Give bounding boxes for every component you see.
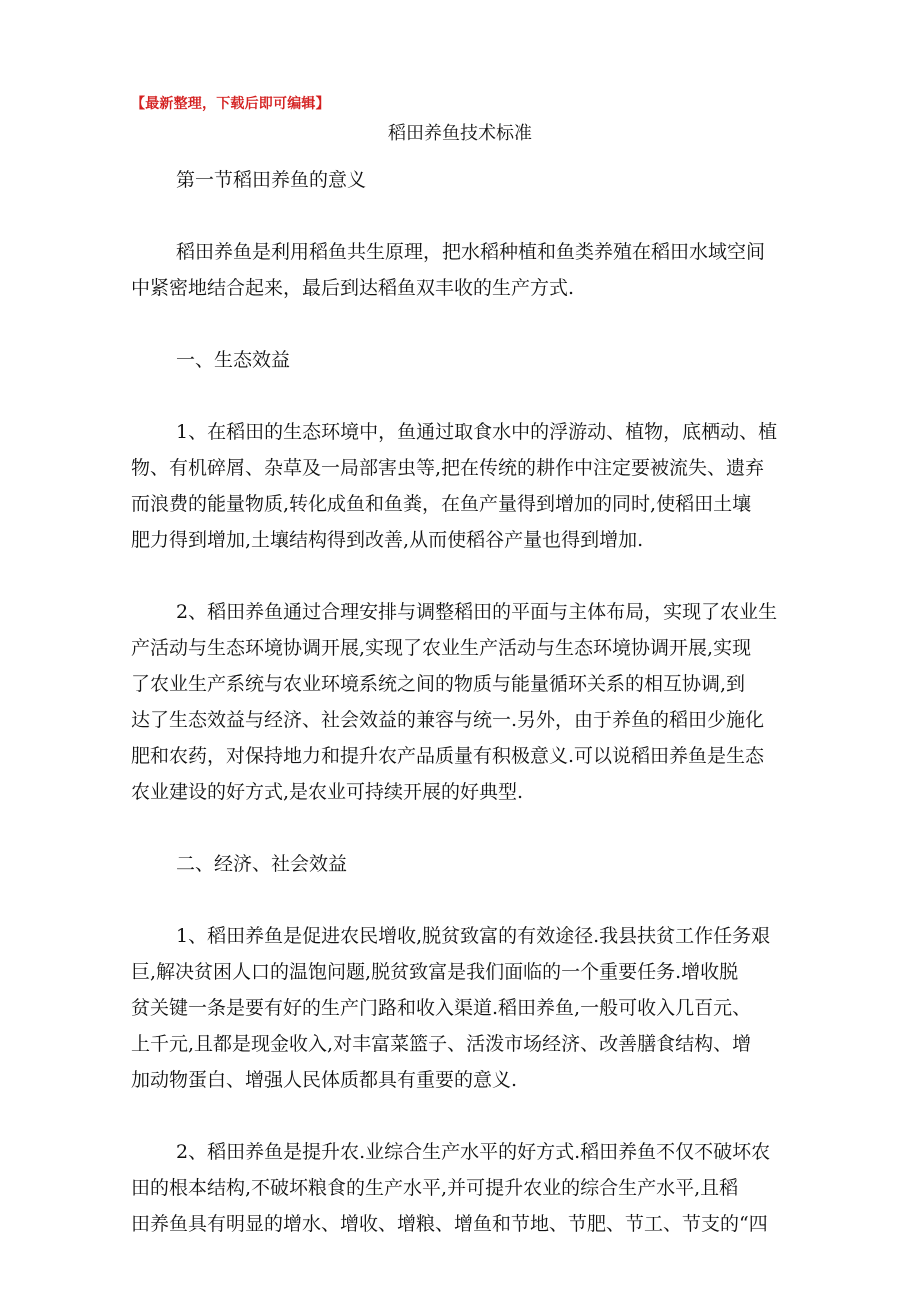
- paragraph-ecological-1: [131, 414, 803, 558]
- paragraph-line: 产活动与生态环境协调开展,实现了农业生产活动与生态环境协调开展,实现: [131, 637, 752, 659]
- section-heading: 第一节稻田养鱼的意义: [176, 169, 367, 191]
- paragraph-economic-1: [131, 918, 803, 1098]
- paragraph-line: 巨,解决贫困人口的温饱问题,脱贫致富是我们面临的一个重要任务.增收脱: [131, 961, 739, 983]
- paragraph-gap: [131, 558, 803, 594]
- paragraph-line: 加动物蛋白、增强人民体质都具有重要的意义.: [131, 1069, 518, 1091]
- paragraph-line: 田养鱼具有明显的增水、增收、增粮、增鱼和节地、节肥、节工、节支的“四: [131, 1213, 768, 1235]
- paragraph-line: 田的根本结构,不破坏粮食的生产水平,并可提升农业的综合生产水平,且稻: [131, 1177, 739, 1199]
- paragraph-economic-2: [131, 1134, 803, 1242]
- paragraph-line: 贫关键一条是要有好的生产门路和收入渠道.稻田养鱼,一般可收入几百元、: [131, 997, 752, 1019]
- paragraph-line: 达了生态效益与经济、社会效益的兼容与统一.另外，由于养鱼的稻田少施化: [131, 709, 765, 731]
- paragraph-gap: [131, 882, 803, 918]
- subheading-economic-social: 二、经济、社会效益: [176, 853, 348, 875]
- promo-banner: 【最新整理，下载后即可编辑】: [131, 96, 330, 112]
- paragraph-line: 稻田养鱼是利用稻鱼共生原理，把水稻种植和鱼类养殖在稻田水域空间: [176, 241, 766, 263]
- paragraph-ecological-2: [131, 594, 803, 810]
- paragraph-gap: [131, 198, 803, 234]
- paragraph-gap: [131, 810, 803, 846]
- paragraph-gap: [131, 1098, 803, 1134]
- intro-paragraph: [131, 234, 803, 306]
- paragraph-line: 上千元,且都是现金收入,对丰富菜篮子、活泼市场经济、改善膳食结构、增: [131, 1033, 752, 1055]
- paragraph-line: 农业建设的好方式,是农业可持续开展的好典型.: [131, 781, 524, 803]
- document-body: [131, 162, 803, 1242]
- paragraph-line: 1、稻田养鱼是促进农民增收,脱贫致富的有效途径.我县扶贫工作任务艰: [176, 925, 771, 947]
- paragraph-gap: [131, 306, 803, 342]
- paragraph-line: 2、稻田养鱼通过合理安排与调整稻田的平面与主体布局，实现了农业生: [176, 601, 778, 623]
- paragraph-line: 了农业生产系统与农业环境系统之间的物质与能量循环关系的相互协调,到: [131, 673, 746, 695]
- paragraph-line: 1、在稻田的生态环境中，鱼通过取食水中的浮游动、植物，底栖动、植: [176, 421, 778, 443]
- paragraph-line: 2、稻田养鱼是提升农.业综合生产水平的好方式.稻田养鱼不仅不破坏农: [176, 1141, 771, 1163]
- paragraph-line: 而浪费的能量物质,转化成鱼和鱼粪，在鱼产量得到增加的同时,使稻田土壤: [131, 493, 752, 515]
- paragraph-gap: [131, 378, 803, 414]
- paragraph-line: 肥和农药，对保持地力和提升农产品质量有积极意义.可以说稻田养鱼是生态: [131, 745, 765, 767]
- paragraph-line: 物、有机碎屑、杂草及一局部害虫等,把在传统的耕作中注定要被流失、遗弃: [131, 457, 765, 479]
- paragraph-line: 肥力得到增加,土壤结构得到改善,从而使稻谷产量也得到增加.: [131, 529, 644, 551]
- document-title: 稻田养鱼技术标准: [388, 123, 532, 144]
- subheading-ecological: 一、生态效益: [176, 349, 291, 371]
- paragraph-line: 中紧密地结合起来，最后到达稻鱼双丰收的生产方式.: [131, 277, 575, 299]
